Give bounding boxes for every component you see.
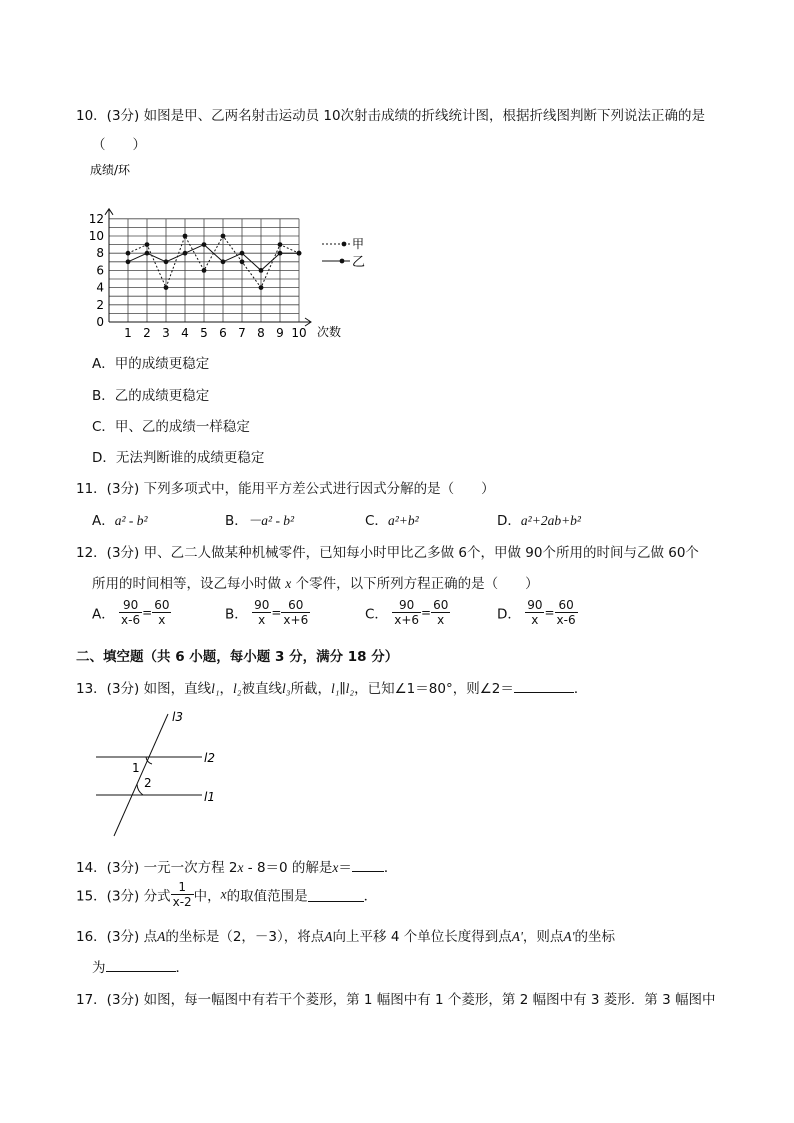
- q13-parallel: l₁∥l₂: [330, 681, 355, 696]
- series-line-乙: [128, 245, 299, 271]
- data-point-乙: [240, 251, 245, 256]
- q12-c-eq: =: [421, 605, 432, 620]
- data-point-甲: [278, 242, 283, 247]
- q12-c-den1: x+6: [394, 613, 420, 627]
- q11-option-a-math: a² - b²: [114, 513, 148, 528]
- q12-a-den2: x: [158, 613, 166, 627]
- q12-line1: 12．(3分) 甲、乙二人做某种机械零件，已知每小时甲比乙多做 6个，甲做 90个所用的时间与乙做 60个: [76, 545, 699, 561]
- q14-answer-blank[interactable]: [352, 857, 384, 872]
- x-tick-label: 4: [181, 326, 189, 340]
- q10-option-b[interactable]: B．乙的成绩更稳定: [92, 388, 210, 404]
- q12-a-eq: =: [142, 605, 153, 620]
- q12-d-num1: 90: [527, 598, 543, 612]
- q12-a-den1: x-6: [121, 613, 141, 627]
- q13-l1: l₁: [211, 681, 220, 696]
- q12-a-num2: 60: [154, 598, 170, 612]
- q13-b: 被直线: [241, 681, 282, 697]
- q12-a-num1: 90: [119, 598, 142, 613]
- q13-parallel-lines-figure: [86, 702, 236, 842]
- q12-option-d-frac1: [525, 598, 544, 627]
- q10-option-a[interactable]: A．甲的成绩更稳定: [92, 356, 210, 372]
- q15-stem: [76, 880, 377, 909]
- q15-fraction: [171, 880, 194, 909]
- q16-line1: [76, 925, 615, 945]
- data-point-甲: [202, 268, 207, 273]
- q12-d-eq: =: [544, 605, 555, 620]
- q12-b-den1: x: [258, 613, 266, 627]
- data-point-乙: [164, 259, 169, 264]
- q12-option-c-label: C．: [365, 606, 388, 623]
- q12-option-b-label: B．: [225, 606, 248, 623]
- y-tick-label: 2: [96, 297, 104, 312]
- q16-answer-blank[interactable]: [106, 957, 176, 972]
- q12-b-den2: x+6: [283, 613, 309, 627]
- y-tick-label: 8: [96, 246, 104, 261]
- q13-sep: ，: [219, 681, 234, 697]
- q12-d-den1: x: [531, 613, 539, 627]
- q13-c: 所截，: [290, 681, 331, 697]
- q12-option-a-frac2: [152, 598, 171, 627]
- q12-option-b-frac1: [252, 598, 271, 627]
- q12-b-eq: =: [271, 605, 282, 620]
- q12-option-c[interactable]: [365, 598, 450, 627]
- q12-option-a[interactable]: [92, 598, 171, 627]
- q15-c: 的取值范围是: [226, 888, 308, 905]
- x-tick-label: 7: [238, 326, 246, 340]
- q12-option-c-frac2: [431, 598, 450, 627]
- q12-d-den2: x-6: [556, 613, 576, 627]
- q13-l3: l₃: [282, 681, 291, 696]
- q14-a: 14．(3分) 一元一次方程 2: [76, 860, 238, 876]
- q11-option-c[interactable]: [365, 509, 419, 529]
- y-tick-label: 4: [96, 280, 104, 295]
- q11-option-a-label: A．: [92, 513, 115, 529]
- label-l3: l3: [172, 710, 183, 724]
- q16-line2: [92, 956, 189, 976]
- q16-e: 的坐标: [574, 929, 615, 945]
- legend-label-乙: 乙: [352, 255, 366, 270]
- q10-option-c[interactable]: C．甲、乙的成绩一样稳定: [92, 419, 250, 435]
- chart-legend: [322, 237, 365, 270]
- q11-option-b[interactable]: [225, 509, 294, 529]
- x-tick-label: 10: [291, 326, 307, 340]
- y-tick-label: 12: [88, 211, 104, 226]
- q16-a: 16．(3分) 点: [76, 929, 158, 945]
- q12-option-a-frac1: [119, 598, 142, 627]
- legend-label-甲: 甲: [352, 237, 365, 251]
- angle-2-arc: [137, 784, 143, 795]
- data-point-乙: [145, 251, 150, 256]
- q14-b: - 8＝0 的解是: [243, 860, 333, 876]
- chart-y-label: 成绩/环: [90, 163, 131, 177]
- q16-end: ．: [175, 960, 189, 976]
- q13-a: 13．(3分) 如图，直线: [76, 681, 212, 697]
- q11-option-d[interactable]: [497, 509, 581, 529]
- y-tick-label: 6: [96, 263, 104, 278]
- q16-line2-text: 为: [92, 960, 106, 976]
- q15-end: ．: [363, 888, 378, 905]
- q12-d-num2: 60: [555, 598, 578, 613]
- q15-b: 中，: [193, 888, 221, 905]
- data-point-乙: [259, 268, 264, 273]
- data-point-甲: [126, 251, 131, 256]
- data-point-甲: [221, 234, 226, 239]
- q15-num: 1: [171, 880, 194, 895]
- q12-option-b-frac2: [281, 598, 310, 627]
- q11-option-d-math: a²+2ab+b²: [520, 513, 581, 528]
- q12-b-num2: 60: [281, 598, 310, 613]
- q16-A3: A': [511, 929, 523, 944]
- q15-answer-blank[interactable]: [308, 887, 364, 902]
- q14-x2: x: [332, 860, 339, 875]
- q13-d: ，已知∠1＝80°，则∠2＝: [354, 681, 514, 697]
- q12-option-a-label: A．: [92, 606, 115, 623]
- q10-stem: 10．(3分) 如图是甲、乙两名射击运动员 10次射击成绩的折线统计图，根据折线图判断下列说法正确的是: [76, 108, 706, 124]
- data-point-乙: [278, 251, 283, 256]
- q12-option-d-label: D．: [497, 606, 521, 623]
- x-tick-label: 8: [257, 326, 265, 340]
- q16-A2: A: [324, 929, 333, 944]
- angle-1-label: 1: [132, 761, 140, 775]
- data-point-甲: [164, 285, 169, 290]
- section-2-title: 二、填空题（共 6 小题，每小题 3 分，满分 18 分）: [76, 649, 399, 665]
- line-l3: [114, 714, 168, 836]
- q14-stem: [76, 856, 397, 876]
- q12-option-c-frac1: [392, 598, 421, 627]
- q12-option-b[interactable]: [225, 598, 310, 627]
- legend-marker-乙: [340, 259, 345, 264]
- x-tick-label: 5: [200, 326, 208, 340]
- x-tick-label: 9: [276, 326, 284, 340]
- y-tick-label: 10: [88, 229, 104, 243]
- q11-option-c-math: a²+b²: [387, 513, 419, 528]
- x-tick-label: 3: [162, 326, 170, 340]
- q11-option-b-math: －a² - b²: [247, 513, 295, 528]
- data-point-乙: [297, 251, 302, 256]
- data-point-甲: [145, 242, 150, 247]
- data-point-乙: [183, 251, 188, 256]
- q16-b: 的坐标是（2，－3），将点: [165, 929, 325, 945]
- q11-option-c-label: C．: [365, 513, 388, 529]
- angle-2-label: 2: [144, 776, 152, 790]
- q12-var: x: [285, 576, 292, 591]
- q16-A1: A: [157, 929, 166, 944]
- q17-stem: 17．(3分) 如图，每一幅图中有若干个菱形，第 1 幅图中有 1 个菱形，第 2 幅图中有 3 菱形．第 3 幅图中: [76, 992, 716, 1008]
- q12-line2-b: 个零件，以下所列方程正确的是（ ）: [295, 576, 539, 592]
- label-l2: l2: [204, 751, 215, 765]
- q12-c-den2: x: [437, 613, 445, 627]
- q15-den: x-2: [172, 895, 192, 909]
- q15-x: x: [220, 886, 227, 902]
- x-tick-label: 2: [143, 326, 151, 340]
- q12-line2: [92, 572, 539, 592]
- x-tick-label: 6: [219, 326, 227, 340]
- chart-x-label: 次数: [317, 325, 342, 339]
- q12-b-num1: 90: [254, 598, 270, 612]
- q12-c-num1: 90: [392, 598, 421, 613]
- data-point-甲: [259, 285, 264, 290]
- q12-option-d-frac2: [555, 598, 578, 627]
- q11-option-b-label: B．: [225, 513, 248, 529]
- q13-answer-blank[interactable]: [514, 678, 574, 693]
- q14-c: ＝: [338, 860, 352, 876]
- q12-c-num2: 60: [433, 598, 449, 612]
- data-point-甲: [240, 259, 245, 264]
- chart-tick-labels: [89, 212, 307, 340]
- data-point-甲: [183, 234, 188, 239]
- label-l1: l1: [204, 790, 215, 804]
- data-point-乙: [126, 259, 131, 264]
- q15-a: 15．(3分) 分式: [76, 888, 171, 905]
- y-tick-label: 0: [96, 315, 104, 329]
- q16-d: ，则点: [522, 929, 564, 945]
- q16-A4: A': [563, 929, 575, 944]
- q16-c: 向上平移 4 个单位长度得到点: [332, 929, 512, 945]
- score-line-chart: [84, 160, 384, 345]
- q14-x1: x: [237, 860, 244, 875]
- data-point-乙: [202, 242, 207, 247]
- q13-end: ．: [573, 681, 588, 697]
- q11-option-d-label: D．: [497, 513, 521, 529]
- q11-option-a[interactable]: [92, 509, 148, 529]
- q11-stem: 11．(3分) 下列多项式中，能用平方差公式进行因式分解的是（ ）: [76, 481, 495, 497]
- q12-option-d[interactable]: [497, 598, 578, 627]
- q12-line2-a: 所用的时间相等，设乙每小时做: [92, 576, 281, 592]
- q10-answer-paren: （ ）: [92, 137, 146, 153]
- x-tick-label: 1: [124, 326, 132, 340]
- q14-end: ．: [383, 860, 398, 876]
- q13-stem: [76, 677, 587, 697]
- data-point-乙: [221, 259, 226, 264]
- q10-option-d[interactable]: D．无法判断谁的成绩更稳定: [92, 450, 265, 466]
- q13-l2: l₂: [233, 681, 242, 696]
